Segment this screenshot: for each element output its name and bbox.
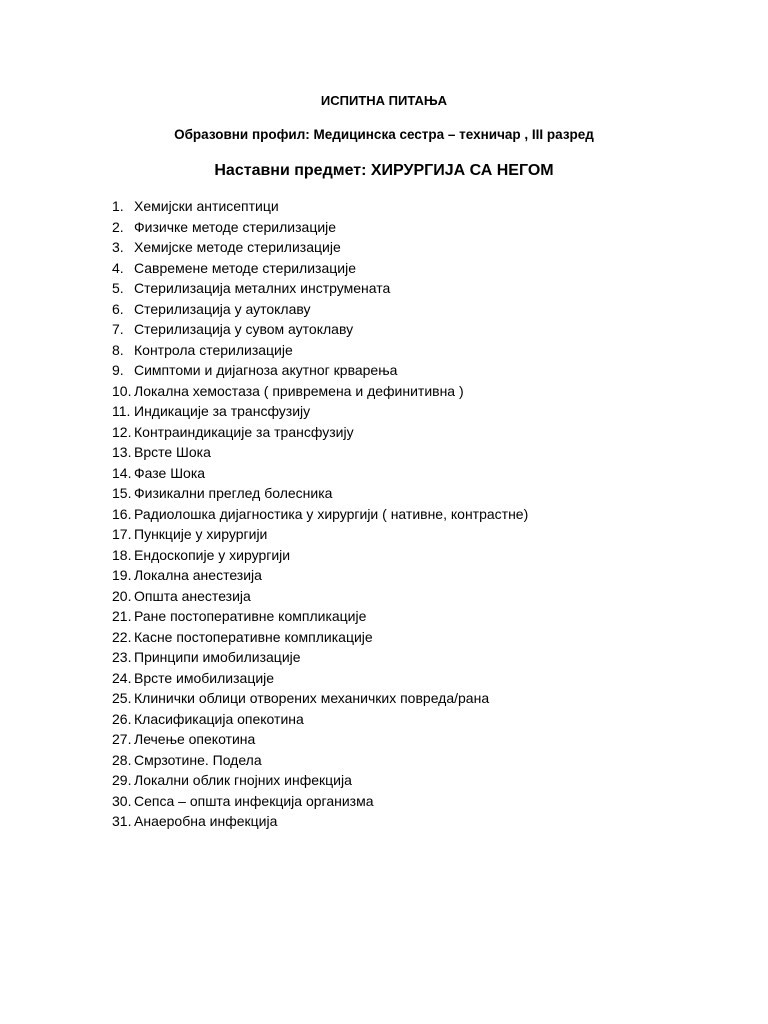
question-text: Пункције у хирургији — [134, 526, 268, 542]
question-text: Индикације за трансфузију — [134, 403, 311, 419]
question-text: Клинички облици отворених механичких повреда/рана — [134, 690, 490, 706]
list-item — [112, 483, 528, 504]
question-text: Ендоскопије у хирургији — [134, 546, 291, 563]
question-number: 25. — [112, 690, 132, 706]
question-text: Хемијски антисептици — [134, 198, 279, 214]
question-number: 20. — [112, 587, 132, 604]
question-number: 23. — [112, 649, 132, 665]
list-item — [112, 688, 528, 709]
question-text: Касне постоперативне компликације — [134, 628, 373, 645]
question-text: Фазе Шока — [134, 464, 206, 481]
question-text: Стерилизација у аутоклаву — [134, 300, 311, 317]
question-number: 31. — [112, 813, 132, 829]
list-item — [112, 504, 528, 525]
question-number: 19. — [112, 567, 132, 583]
list-item — [112, 319, 528, 340]
question-text: Локални облик гнојних инфекција — [134, 772, 352, 788]
list-item — [112, 750, 528, 771]
question-text: Стерилизација металних инструмената — [134, 280, 391, 296]
list-item — [112, 381, 528, 402]
list-item — [112, 442, 528, 463]
educational-profile: Образовни профил: Медицинска сестра – техничар , III разред — [174, 127, 594, 142]
list-item — [112, 524, 528, 545]
question-number: 26. — [112, 710, 132, 727]
list-item — [112, 237, 528, 258]
list-item — [112, 545, 528, 566]
question-number: 18. — [112, 546, 132, 563]
list-item — [112, 811, 528, 832]
question-list — [112, 196, 528, 832]
question-text: Општа анестезија — [134, 587, 251, 604]
question-text: Локална анестезија — [134, 567, 262, 583]
question-text: Хемијске методе стерилизације — [134, 239, 341, 255]
list-item — [112, 709, 528, 730]
question-number: 11. — [112, 403, 131, 419]
list-item — [112, 217, 528, 238]
question-number: 12. — [112, 423, 132, 440]
question-number: 17. — [112, 526, 132, 542]
subject-heading: Наставни предмет: ХИРУРГИЈА СА НЕГОМ — [214, 162, 554, 179]
list-item — [112, 770, 528, 791]
question-text: Физичке методе стерилизације — [134, 218, 337, 235]
list-item — [112, 196, 528, 217]
list-item — [112, 586, 528, 607]
question-number: 2. — [112, 218, 124, 235]
question-number: 5. — [112, 280, 124, 296]
list-item — [112, 627, 528, 648]
question-text: Смрзотине. Подела — [134, 751, 262, 768]
question-text: Радиолошка дијагностика у хирургији ( нативне, контрастне) — [134, 505, 529, 522]
question-number: 29. — [112, 772, 132, 788]
question-number: 16. — [112, 505, 132, 522]
question-number: 27. — [112, 731, 132, 747]
question-number: 15. — [112, 485, 132, 501]
list-item — [112, 258, 528, 279]
question-number: 3. — [112, 239, 124, 255]
question-number: 24. — [112, 669, 132, 686]
list-item — [112, 401, 528, 422]
list-item — [112, 606, 528, 627]
list-item — [112, 729, 528, 750]
question-number: 14. — [112, 464, 132, 481]
list-item — [112, 463, 528, 484]
question-text: Класификација опекотина — [134, 710, 304, 727]
question-text: Лечење опекотина — [134, 731, 256, 747]
question-number: 7. — [112, 321, 124, 337]
question-number: 1. — [112, 198, 124, 214]
question-text: Врсте имобилизације — [134, 669, 275, 686]
list-item — [112, 340, 528, 361]
list-item — [112, 299, 528, 320]
question-text: Савремене методе стерилизације — [134, 259, 356, 276]
question-text: Стерилизација у сувом аутоклаву — [134, 321, 354, 337]
question-number: 8. — [112, 341, 124, 358]
list-item — [112, 565, 528, 586]
question-number: 9. — [112, 362, 124, 378]
question-text: Сепса – општа инфекција организма — [134, 792, 374, 809]
question-text: Контраиндикације за трансфузију — [134, 423, 354, 440]
list-item — [112, 647, 528, 668]
list-item — [112, 422, 528, 443]
question-number: 22. — [112, 628, 132, 645]
question-text: Принципи имобилизације — [134, 649, 301, 665]
question-text: Симптоми и дијагноза акутног крварења — [134, 362, 398, 378]
question-text: Анаеробна инфекција — [134, 813, 278, 829]
question-number: 10. — [112, 382, 132, 399]
question-text: Локална хемостаза ( привремена и дефинитивна ) — [134, 382, 464, 399]
question-number: 30. — [112, 792, 132, 809]
list-item — [112, 360, 528, 381]
question-text: Врсте Шока — [134, 444, 211, 460]
question-number: 13. — [112, 444, 132, 460]
question-number: 28. — [112, 751, 132, 768]
document-title: ИСПИТНА ПИТАЊА — [320, 93, 448, 108]
list-item — [112, 278, 528, 299]
list-item — [112, 668, 528, 689]
list-item — [112, 791, 528, 812]
question-number: 6. — [112, 300, 124, 317]
question-text: Контрола стерилизације — [134, 341, 293, 358]
question-text: Физикални преглед болесника — [134, 485, 333, 501]
question-number: 21. — [112, 608, 132, 624]
question-text: Ране постоперативне компликације — [134, 608, 367, 624]
question-number: 4. — [112, 259, 124, 276]
